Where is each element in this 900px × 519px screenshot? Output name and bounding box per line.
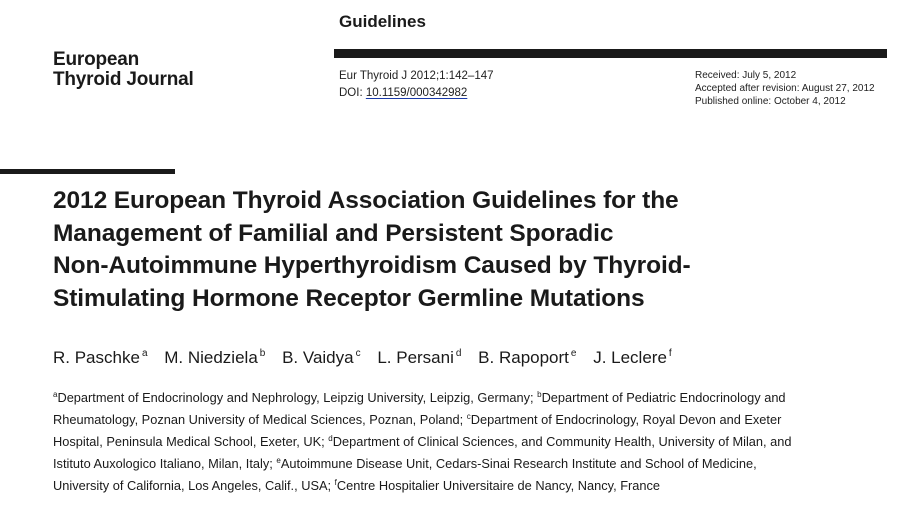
affiliation-text: Centre Hospitalier Universitaire de Nancy, Nancy, France	[336, 478, 661, 493]
author-name: B. Rapoport	[478, 348, 569, 367]
citation-text: Eur Thyroid J 2012;1:142–147	[339, 70, 494, 82]
author-name: M. Niedziela	[164, 348, 258, 367]
author[interactable]	[377, 348, 461, 367]
affiliation-mark: e	[276, 456, 281, 465]
published-date: Published online: October 4, 2012	[695, 96, 846, 107]
article-title	[53, 185, 873, 315]
affiliation-text: Autoimmune Disease Unit, Cedars-Sinai Research Institute and School of Medicine, University of California, Los Angeles, Calif., USA;	[53, 456, 757, 493]
affiliation-text: Department of Endocrinology and Nephrology, Leipzig University, Leipzig, Germany;	[57, 390, 538, 405]
author-affiliation-mark: a	[141, 348, 148, 359]
title-line: 2012 European Thyroid Association Guidelines for the	[53, 187, 679, 214]
author[interactable]	[478, 348, 576, 367]
author[interactable]	[164, 348, 265, 367]
author-list	[53, 348, 684, 368]
affiliation-text: Department of Endocrinology, Royal Devon and Exeter Hospital, Peninsula Medical School, Exeter, UK;	[53, 412, 782, 449]
doi-prefix: DOI:	[339, 87, 366, 99]
author[interactable]	[282, 348, 361, 367]
accepted-date: Accepted after revision: August 27, 2012	[695, 83, 875, 94]
author-affiliation-mark: e	[570, 348, 577, 359]
author[interactable]	[593, 348, 671, 367]
doi-link[interactable]: 10.1159/000342982	[365, 87, 468, 99]
affiliations	[53, 385, 813, 495]
affiliation-mark: f	[334, 478, 337, 487]
author-name: B. Vaidya	[282, 348, 354, 367]
doi-line	[339, 85, 494, 102]
author-affiliation-mark: c	[355, 348, 361, 359]
journal-name-line2: Thyroid Journal	[53, 69, 194, 90]
title-rule	[0, 169, 175, 174]
author[interactable]	[53, 348, 148, 367]
author-affiliation-mark: d	[455, 348, 462, 359]
author-affiliation-mark: b	[259, 348, 266, 359]
author-name: J. Leclere	[593, 348, 667, 367]
author-affiliation-mark: f	[668, 348, 672, 359]
affiliation-text: Department of Clinical Sciences, and Community Health, University of Milan, and Istituto Auxologico Italiano, Milan, Italy;	[53, 434, 792, 471]
affiliation-mark: c	[466, 412, 471, 421]
author-name: L. Persani	[377, 348, 454, 367]
journal-name-line1: European	[53, 49, 140, 70]
journal-logo[interactable]	[53, 50, 194, 90]
received-date: Received: July 5, 2012	[695, 70, 797, 81]
section-label: Guidelines	[339, 12, 426, 31]
affiliation-mark: d	[328, 434, 333, 443]
title-line: Non-Autoimmune Hyperthyroidism Caused by Thyroid-	[53, 252, 691, 279]
affiliation-text: Department of Pediatric Endocrinology and Rheumatology, Poznan University of Medical Sciences, Poznan, Poland;	[53, 390, 786, 427]
header-rule	[334, 49, 887, 58]
affiliation-mark: b	[537, 390, 542, 399]
author-name: R. Paschke	[53, 348, 140, 367]
citation-block	[339, 68, 494, 102]
article-dates	[695, 69, 875, 108]
title-line: Stimulating Hormone Receptor Germline Mutations	[53, 284, 645, 312]
title-line: Management of Familial and Persistent Sporadic	[53, 219, 614, 247]
affiliation-mark: a	[53, 390, 58, 399]
